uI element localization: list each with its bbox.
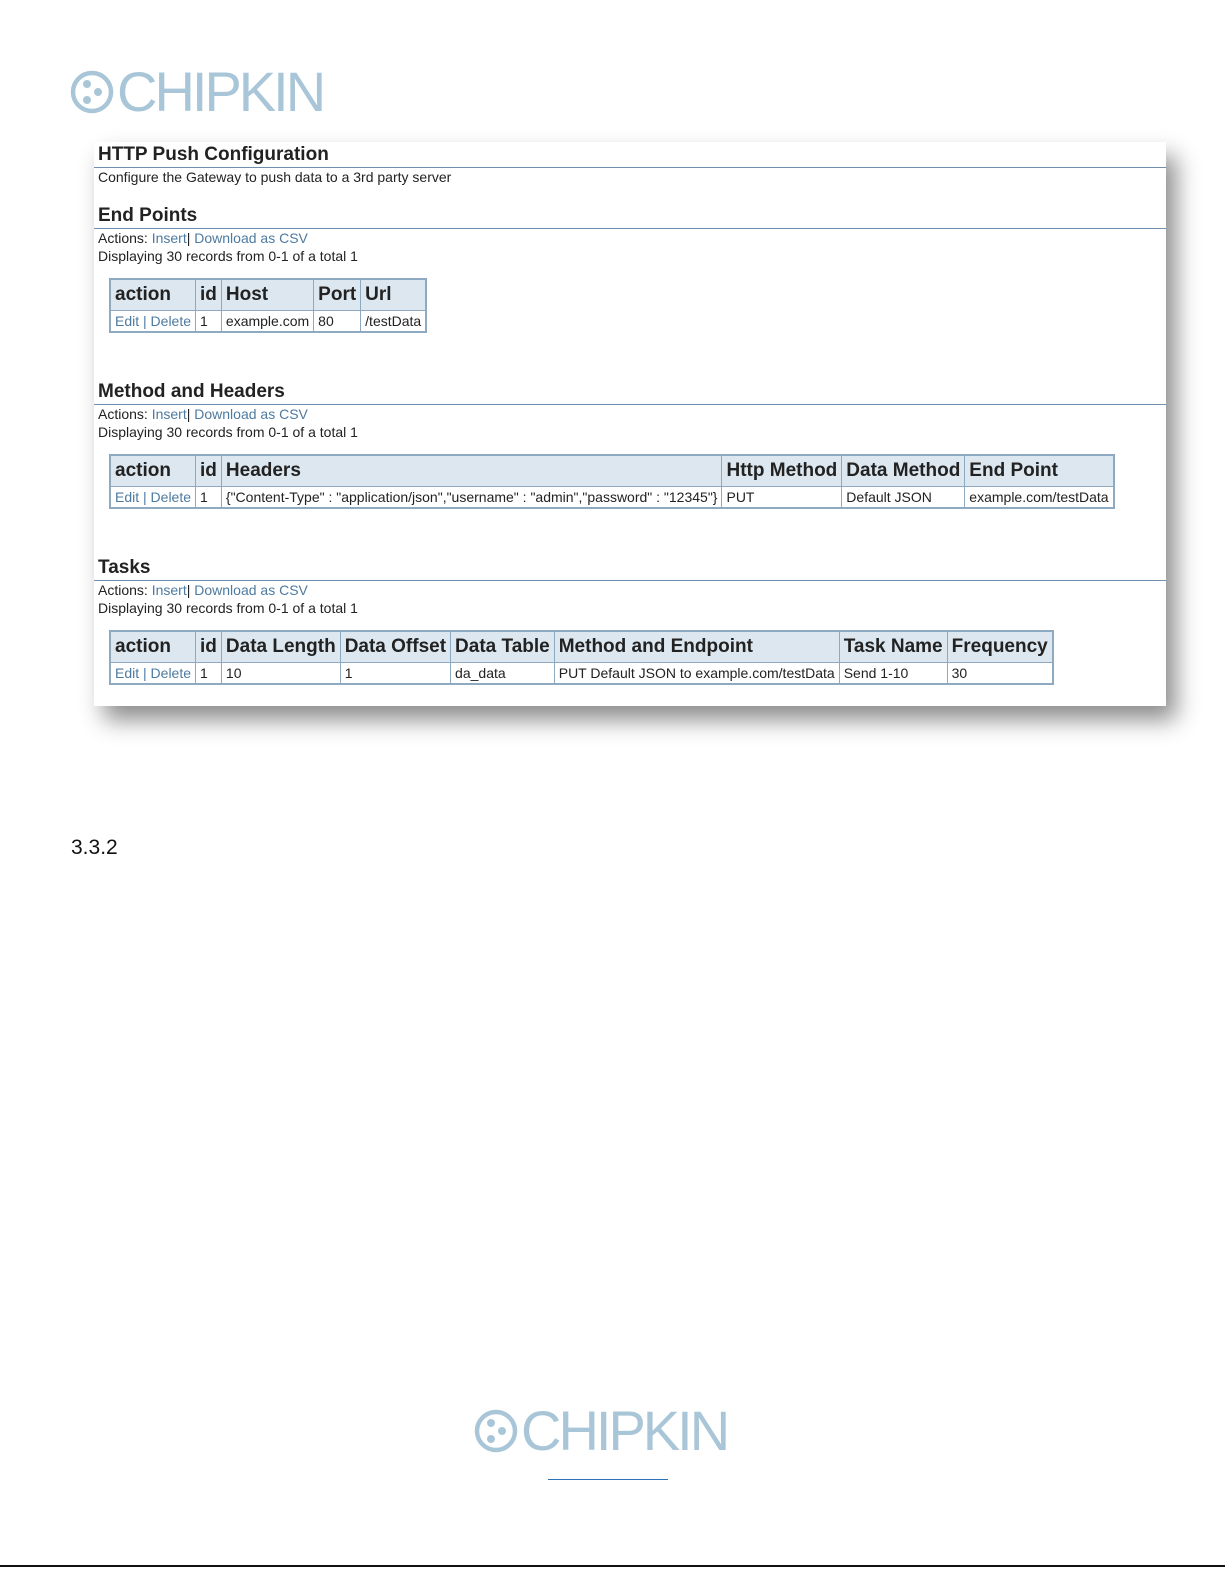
end-points-table	[109, 278, 427, 333]
column-header: Frequency	[947, 631, 1053, 663]
table-cell: 1	[196, 311, 222, 333]
table-cell: PUT	[722, 487, 842, 509]
table-cell: 80	[314, 311, 361, 333]
section-title: Method and Headers	[94, 381, 1166, 405]
tasks-table	[109, 630, 1054, 685]
row-actions	[110, 311, 196, 333]
section-title: End Points	[94, 205, 1166, 229]
column-header: Data Offset	[340, 631, 450, 663]
actions-label: Actions:	[98, 230, 152, 246]
record-info: Displaying 30 records from 0-1 of a total 1	[98, 248, 358, 264]
record-info: Displaying 30 records from 0-1 of a total 1	[98, 424, 358, 440]
table-header-row	[110, 279, 426, 311]
section-method-headers	[94, 381, 1166, 441]
table-cell: example.com/testData	[965, 487, 1114, 509]
separator: |	[186, 582, 195, 598]
column-header: Http Method	[722, 455, 842, 487]
table-cell: 30	[947, 663, 1053, 685]
separator: |	[186, 406, 195, 422]
column-header: Port	[314, 279, 361, 311]
page-subtitle: Configure the Gateway to push data to a 3rd party server	[98, 169, 452, 185]
separator: |	[139, 665, 151, 681]
table-cell: 1	[196, 663, 222, 685]
column-header: Task Name	[839, 631, 947, 663]
column-header: Method and Endpoint	[554, 631, 839, 663]
chipkin-logo-bottom	[474, 1399, 728, 1462]
section-title: Tasks	[94, 557, 1166, 581]
table-header-row	[110, 631, 1053, 663]
row-actions	[110, 663, 196, 685]
column-header: id	[196, 455, 222, 487]
edit-link[interactable]: Edit	[115, 489, 140, 505]
column-header: Host	[221, 279, 313, 311]
row-actions	[110, 487, 196, 509]
table-cell: /testData	[361, 311, 427, 333]
page-title: HTTP Push Configuration	[94, 144, 1166, 168]
table-cell: 10	[221, 663, 340, 685]
actions-bar	[94, 581, 1166, 599]
column-header: action	[110, 455, 196, 487]
column-header: action	[110, 631, 196, 663]
table-cell: 1	[196, 487, 222, 509]
column-header: End Point	[965, 455, 1114, 487]
table-row	[110, 311, 426, 333]
section-tasks	[94, 557, 1166, 617]
chipkin-logo-top	[70, 60, 324, 123]
actions-bar	[94, 405, 1166, 423]
actions-label: Actions:	[98, 582, 152, 598]
delete-link[interactable]: Delete	[150, 313, 192, 329]
separator: |	[139, 313, 151, 329]
page-bottom-rule	[0, 1565, 1225, 1567]
section-end-points	[94, 205, 1166, 265]
edit-link[interactable]: Edit	[115, 665, 140, 681]
method-headers-table	[109, 454, 1115, 509]
column-header: Data Table	[451, 631, 555, 663]
separator: |	[186, 230, 195, 246]
table-cell: 1	[340, 663, 450, 685]
column-header: Data Method	[842, 455, 965, 487]
column-header: id	[196, 279, 222, 311]
insert-link[interactable]: Insert	[151, 406, 187, 422]
download-csv-link[interactable]: Download as CSV	[194, 230, 308, 246]
http-push-config-screenshot	[94, 142, 1166, 706]
logo-text: CHIPKIN	[521, 1399, 728, 1462]
record-info: Displaying 30 records from 0-1 of a total 1	[98, 600, 358, 616]
section-heading-number: 3.3.2	[71, 836, 118, 859]
table-header-row	[110, 455, 1114, 487]
footer-link-underline	[548, 1479, 668, 1480]
table-row	[110, 487, 1114, 509]
column-header: Url	[361, 279, 427, 311]
delete-link[interactable]: Delete	[150, 489, 192, 505]
insert-link[interactable]: Insert	[151, 582, 187, 598]
logo-text: CHIPKIN	[117, 60, 324, 123]
table-cell: Send 1-10	[839, 663, 947, 685]
chipkin-logo-icon	[474, 1409, 518, 1453]
delete-link[interactable]: Delete	[150, 665, 192, 681]
table-cell: da_data	[451, 663, 555, 685]
chipkin-logo-icon	[70, 70, 114, 114]
insert-link[interactable]: Insert	[151, 230, 187, 246]
actions-label: Actions:	[98, 406, 152, 422]
column-header: Headers	[221, 455, 722, 487]
table-cell: {"Content-Type" : "application/json","username" : "admin","password" : "12345"}	[221, 487, 722, 509]
table-row	[110, 663, 1053, 685]
table-cell: PUT Default JSON to example.com/testData	[554, 663, 839, 685]
actions-bar	[94, 229, 1166, 247]
download-csv-link[interactable]: Download as CSV	[194, 582, 308, 598]
edit-link[interactable]: Edit	[115, 313, 140, 329]
download-csv-link[interactable]: Download as CSV	[194, 406, 308, 422]
table-cell: Default JSON	[842, 487, 965, 509]
column-header: Data Length	[221, 631, 340, 663]
table-cell: example.com	[221, 311, 313, 333]
page-header	[94, 144, 1166, 186]
separator: |	[139, 489, 151, 505]
column-header: action	[110, 279, 196, 311]
column-header: id	[196, 631, 222, 663]
